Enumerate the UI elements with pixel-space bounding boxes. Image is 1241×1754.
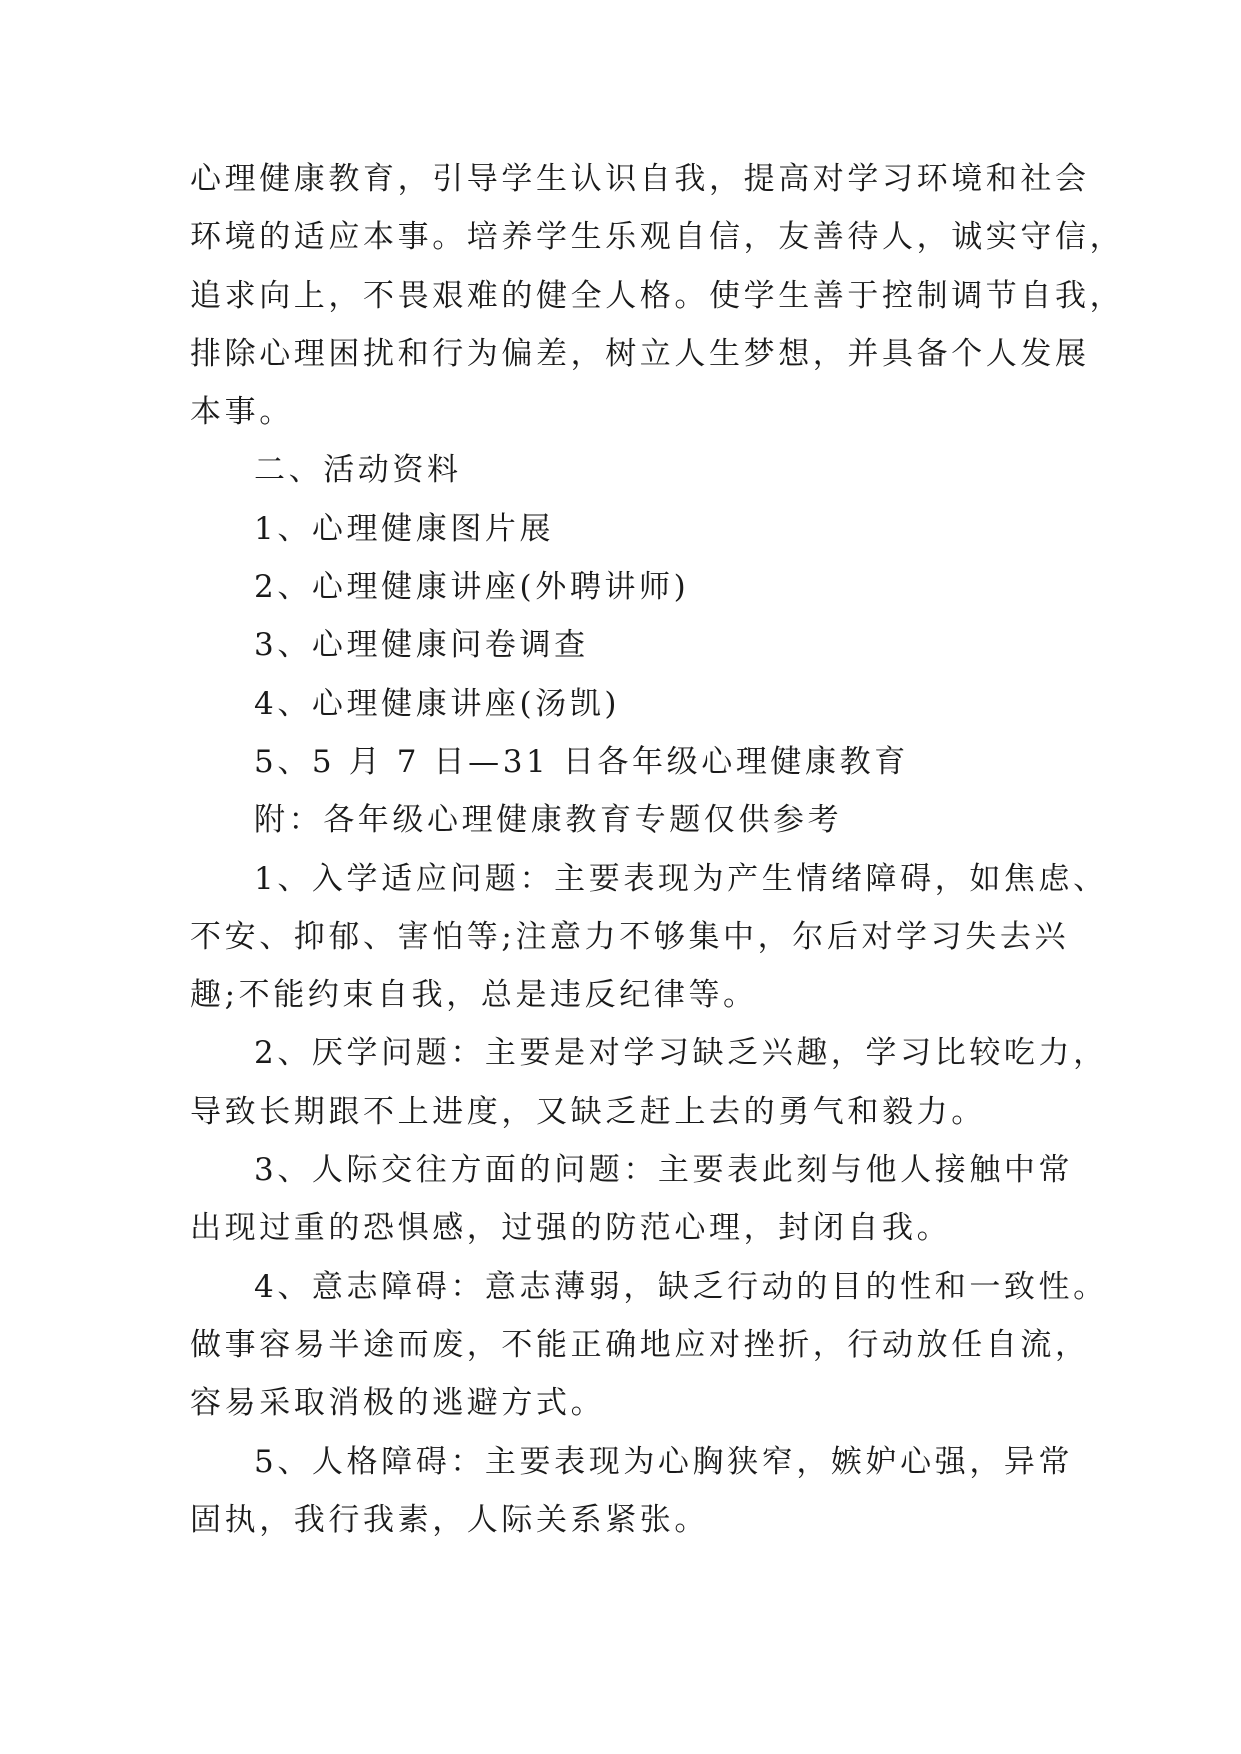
text-line: 本事。 — [190, 394, 294, 431]
paragraph-start: 2、厌学问题：主要是对学习缺乏兴趣，学习比较吃力， — [254, 1035, 1108, 1072]
document-body — [190, 150, 1125, 1549]
section-heading: 二、活动资料 — [254, 452, 462, 489]
appendix-heading: 附：各年级心理健康教育专题仅供参考 — [254, 802, 843, 839]
list-item: 4、心理健康讲座(汤凯) — [254, 685, 621, 722]
list-item: 3、心理健康问卷调查 — [254, 627, 589, 664]
text-line: 追求向上，不畏艰难的健全人格。使学生善于控制调节自我， — [190, 277, 1125, 314]
text-line: 固执，我行我素，人际关系紧张。 — [190, 1501, 709, 1538]
text-line: 导致长期跟不上进度，又缺乏赶上去的勇气和毅力。 — [190, 1093, 986, 1130]
text-line: 排除心理困扰和行为偏差，树立人生梦想，并具备个人发展 — [190, 335, 1090, 372]
text-line: 不安、抑郁、害怕等;注意力不够集中，尔后对学习失去兴 — [190, 918, 1070, 955]
list-item: 2、心理健康讲座(外聘讲师) — [254, 569, 690, 606]
paragraph-start: 1、入学适应问题：主要表现为产生情绪障碍，如焦虑、 — [254, 860, 1108, 897]
text-line: 做事容易半途而废，不能正确地应对挫折，行动放任自流， — [190, 1326, 1090, 1363]
text-line: 出现过重的恐惧感，过强的防范心理，封闭自我。 — [190, 1210, 952, 1247]
paragraph-start: 3、人际交往方面的问题：主要表此刻与他人接触中常 — [254, 1152, 1074, 1189]
text-line: 容易采取消极的逃避方式。 — [190, 1385, 606, 1422]
list-item: 5、5 月 7 日—31 日各年级心理健康教育 — [254, 743, 909, 780]
text-line: 心理健康教育，引导学生认识自我，提高对学习环境和社会 — [190, 161, 1090, 197]
list-item: 1、心理健康图片展 — [254, 510, 555, 547]
paragraph-start: 5、人格障碍：主要表现为心胸狭窄，嫉妒心强，异常 — [254, 1443, 1074, 1480]
text-line: 趣;不能约束自我，总是违反纪律等。 — [190, 977, 758, 1014]
paragraph-start: 4、意志障碍：意志薄弱，缺乏行动的目的性和一致性。 — [254, 1268, 1108, 1305]
text-line: 环境的适应本事。培养学生乐观自信，友善待人，诚实守信， — [190, 219, 1125, 256]
